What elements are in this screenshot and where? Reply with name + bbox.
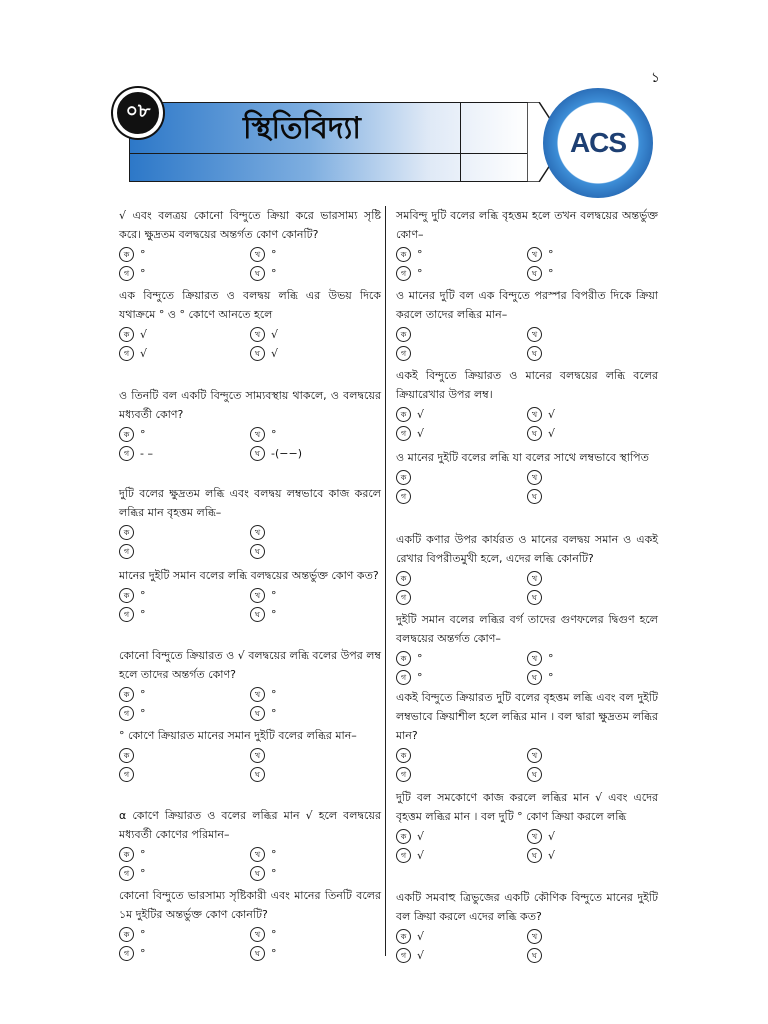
- question-stem: কোনো বিন্দুতে ভারসাম্য সৃষ্টিকারী এবং মানের তিনটি বলের ১ম দুইটির অন্তর্ভুক্ত কোণ কোনটি?: [119, 889, 381, 921]
- option-marker: খ: [527, 651, 542, 666]
- answer-option[interactable]: [527, 946, 658, 965]
- option-marker: গ: [119, 346, 134, 361]
- question-block: [119, 806, 381, 883]
- option-grid: [396, 746, 658, 784]
- option-marker: ক: [396, 929, 411, 944]
- question-stem: ও মানের দুইটি বলের লব্ধি যা বলের সাথে লম্বভাবে স্থাপিত: [396, 451, 649, 464]
- option-marker: খ: [250, 327, 265, 342]
- option-value: °: [140, 248, 146, 261]
- option-grid: [396, 569, 658, 607]
- option-marker: ঘ: [527, 346, 542, 361]
- option-value: °: [271, 688, 277, 701]
- answer-option[interactable]: [527, 827, 658, 846]
- question-block: [396, 286, 658, 363]
- option-grid: [396, 405, 658, 443]
- answer-option[interactable]: [119, 344, 250, 363]
- answer-option[interactable]: [250, 542, 381, 561]
- answer-option[interactable]: [396, 846, 527, 865]
- option-marker: ঘ: [250, 767, 265, 782]
- answer-option[interactable]: [527, 325, 658, 344]
- question-stem: একটি কণার উপর কার্যরত ও মানের বলদ্বয় সমান ও একই রেখার বিপরীতমুখী হলে, এদের লব্ধি কোনটি?: [396, 533, 658, 565]
- question-block: [396, 366, 658, 443]
- question-block: [119, 726, 381, 784]
- answer-option[interactable]: [250, 425, 381, 444]
- option-marker: খ: [250, 427, 265, 442]
- option-grid: [396, 927, 658, 965]
- answer-option[interactable]: [527, 344, 658, 363]
- option-value: °: [271, 428, 277, 441]
- answer-option[interactable]: [119, 685, 250, 704]
- answer-option[interactable]: [396, 588, 527, 607]
- answer-option[interactable]: [119, 845, 250, 864]
- question-block: [396, 530, 658, 607]
- question-stem: একই বিন্দুতে ক্রিয়ারত দুটি বলের বৃহত্তম লব্ধি এবং বল দুইটি লম্বভাবে ক্রিয়াশীল হলে লব্ধির মান । বল দ্বারা ক্ষুদ্রতম লব্ধির মান?: [396, 691, 658, 742]
- option-marker: খ: [250, 748, 265, 763]
- option-marker: খ: [250, 847, 265, 862]
- option-value: √: [140, 347, 148, 360]
- option-marker: ক: [396, 748, 411, 763]
- answer-option[interactable]: [527, 649, 658, 668]
- option-value: °: [140, 707, 146, 720]
- answer-option[interactable]: [250, 325, 381, 344]
- option-marker: খ: [527, 470, 542, 485]
- option-value: °: [140, 688, 146, 701]
- answer-option[interactable]: [527, 468, 658, 487]
- option-grid: [396, 649, 658, 687]
- answer-option[interactable]: [119, 586, 250, 605]
- option-marker: গ: [396, 346, 411, 361]
- option-value: √: [271, 328, 279, 341]
- option-value: √: [417, 949, 425, 962]
- question-stem: ও মানের দুটি বল এক বিন্দুতে পরস্পর বিপরীত দিকে ক্রিয়া করলে তাদের লব্ধির মান–: [396, 289, 658, 321]
- question-block: [119, 386, 381, 463]
- answer-option[interactable]: [527, 424, 658, 443]
- answer-option[interactable]: [396, 746, 527, 765]
- answer-option[interactable]: [119, 325, 250, 344]
- question-block: [396, 448, 658, 506]
- option-marker: খ: [250, 687, 265, 702]
- option-grid: [396, 468, 658, 506]
- question-stem: কোনো বিন্দুতে ক্রিয়ারত ও √ বলদ্বয়ের লব্ধি বলের উপর লম্ব হলে তাদের অন্তর্গত কোণ?: [119, 649, 381, 681]
- option-grid: [119, 245, 381, 283]
- answer-option[interactable]: [527, 487, 658, 506]
- question-stem: দুটি বলের ক্ষুদ্রতম লব্ধি এবং বলদ্বয় লম্বভাবে কাজ করলে লব্ধির মান বৃহত্তম লব্ধি–: [119, 487, 381, 519]
- option-marker: ক: [396, 571, 411, 586]
- answer-option[interactable]: [119, 746, 250, 765]
- option-value: °: [140, 428, 146, 441]
- question-block: [119, 886, 381, 963]
- answer-option[interactable]: [396, 424, 527, 443]
- option-marker: গ: [119, 544, 134, 559]
- answer-option[interactable]: [250, 685, 381, 704]
- option-value: °: [271, 608, 277, 621]
- option-marker: ঘ: [250, 946, 265, 961]
- option-marker: খ: [527, 327, 542, 342]
- option-marker: ক: [119, 247, 134, 262]
- option-marker: গ: [119, 446, 134, 461]
- question-block: [119, 484, 381, 561]
- option-value: √: [417, 849, 425, 862]
- answer-option[interactable]: [396, 344, 527, 363]
- answer-option[interactable]: [396, 765, 527, 784]
- answer-option[interactable]: [527, 765, 658, 784]
- answer-option[interactable]: [527, 245, 658, 264]
- option-value: √: [140, 328, 148, 341]
- question-block: [396, 688, 658, 784]
- option-marker: ঘ: [250, 346, 265, 361]
- option-marker: ঘ: [250, 706, 265, 721]
- option-marker: খ: [527, 247, 542, 262]
- option-marker: খ: [527, 929, 542, 944]
- answer-option[interactable]: [396, 927, 527, 946]
- option-value: √: [548, 427, 556, 440]
- option-marker: ক: [396, 829, 411, 844]
- option-marker: খ: [527, 829, 542, 844]
- option-grid: [119, 746, 381, 784]
- logo-text: ACS: [569, 127, 627, 158]
- option-value: °: [548, 248, 554, 261]
- option-value: °: [548, 671, 554, 684]
- answer-option[interactable]: [527, 846, 658, 865]
- answer-option[interactable]: [119, 944, 250, 963]
- question-stem: একই বিন্দুতে ক্রিয়ারত ও মানের বলদ্বয়ের লব্ধি বলের ক্রিয়ারেখার উপর লম্ব।: [396, 369, 658, 401]
- answer-option[interactable]: [119, 523, 250, 542]
- option-marker: গ: [396, 590, 411, 605]
- option-value: √: [548, 830, 556, 843]
- option-marker: ক: [396, 247, 411, 262]
- column-divider: [385, 206, 386, 956]
- answer-option[interactable]: [396, 569, 527, 588]
- option-value: √: [271, 347, 279, 360]
- option-marker: গ: [119, 866, 134, 881]
- question-block: [119, 566, 381, 624]
- option-value: °: [271, 848, 277, 861]
- answer-option[interactable]: [527, 668, 658, 687]
- option-marker: ঘ: [527, 266, 542, 281]
- page-number: ১: [650, 70, 660, 86]
- answer-option[interactable]: [250, 444, 381, 463]
- option-marker: ক: [119, 588, 134, 603]
- question-block: [119, 646, 381, 723]
- answer-option[interactable]: [396, 668, 527, 687]
- option-value: √: [548, 849, 556, 862]
- question-stem: α কোণে ক্রিয়ারত ও বলের লব্ধির মান √ হলে বলদ্বয়ের মধ্যবর্তী কোণের পরিমান–: [119, 809, 381, 841]
- option-marker: ক: [396, 651, 411, 666]
- option-value: °: [417, 267, 423, 280]
- option-grid: [119, 586, 381, 624]
- option-value: √: [417, 830, 425, 843]
- option-value: °: [140, 867, 146, 880]
- answer-option[interactable]: [250, 746, 381, 765]
- option-marker: খ: [250, 927, 265, 942]
- option-marker: গ: [396, 848, 411, 863]
- option-grid: [119, 685, 381, 723]
- option-grid: [396, 325, 658, 363]
- option-marker: ক: [119, 687, 134, 702]
- question-stem: ও তিনটি বল একটি বিন্দুতে সাম্যবস্থায় থাকলে, ও বলদ্বয়ের মধ্যবর্তী কোণ?: [119, 389, 381, 421]
- option-marker: গ: [119, 607, 134, 622]
- option-value: °: [271, 707, 277, 720]
- answer-option[interactable]: [250, 704, 381, 723]
- option-marker: খ: [527, 407, 542, 422]
- chapter-number-badge: ০৮: [113, 88, 163, 138]
- answer-option[interactable]: [250, 605, 381, 624]
- answer-option[interactable]: [250, 944, 381, 963]
- question-block: [119, 206, 381, 283]
- answer-option[interactable]: [250, 845, 381, 864]
- option-marker: ক: [119, 847, 134, 862]
- answer-option[interactable]: [396, 245, 527, 264]
- option-marker: ক: [119, 748, 134, 763]
- answer-option[interactable]: [119, 864, 250, 883]
- answer-option[interactable]: [527, 746, 658, 765]
- answer-option[interactable]: [250, 245, 381, 264]
- answer-option[interactable]: [396, 405, 527, 424]
- option-value: °: [417, 652, 423, 665]
- option-value: °: [271, 248, 277, 261]
- option-grid: [119, 925, 381, 963]
- option-marker: গ: [119, 946, 134, 961]
- answer-option[interactable]: [396, 827, 527, 846]
- answer-option[interactable]: [396, 487, 527, 506]
- option-value: °: [271, 928, 277, 941]
- answer-option[interactable]: [527, 588, 658, 607]
- option-marker: ক: [396, 407, 411, 422]
- option-marker: ক: [119, 927, 134, 942]
- answer-option[interactable]: [250, 925, 381, 944]
- option-marker: খ: [250, 247, 265, 262]
- answer-option[interactable]: [119, 245, 250, 264]
- option-marker: গ: [396, 426, 411, 441]
- option-marker: গ: [396, 948, 411, 963]
- option-marker: ঘ: [250, 866, 265, 881]
- option-marker: ঘ: [250, 607, 265, 622]
- question-block: [119, 286, 381, 363]
- question-stem: দুইটি সমান বলের লব্ধির বর্গ তাদের গুণফলের দ্বিগুণ হলে বলদ্বয়ের অন্তর্গত কোণ–: [396, 613, 658, 645]
- option-marker: ঘ: [527, 848, 542, 863]
- option-marker: গ: [119, 266, 134, 281]
- option-value: √: [548, 408, 556, 421]
- option-marker: খ: [250, 588, 265, 603]
- option-marker: ঘ: [250, 544, 265, 559]
- question-block: [396, 610, 658, 687]
- answer-option[interactable]: [527, 405, 658, 424]
- option-grid: [396, 245, 658, 283]
- question-stem: √ এবং বলত্রয় কোনো বিন্দুতে ক্রিয়া করে ভারসাম্য সৃষ্টি করে। ক্ষুদ্রতম বলদ্বয়ের অন্তর্গত কোণ কোনটি?: [119, 209, 381, 241]
- option-marker: ক: [119, 427, 134, 442]
- option-value: °: [140, 947, 146, 960]
- answer-option[interactable]: [250, 864, 381, 883]
- question-stem: ° কোণে ক্রিয়ারত মানের সমান দুইটি বলের লব্ধির মান–: [119, 729, 357, 742]
- option-grid: [119, 425, 381, 463]
- option-marker: গ: [396, 670, 411, 685]
- answer-option[interactable]: [250, 344, 381, 363]
- option-value: °: [271, 947, 277, 960]
- question-stem: সমবিন্দু দুটি বলের লব্ধি বৃহত্তম হলে তখন বলদ্বয়ের অন্তর্ভুক্ত কোণ–: [396, 209, 658, 241]
- answer-option[interactable]: [250, 523, 381, 542]
- option-value: °: [548, 652, 554, 665]
- option-marker: ঘ: [527, 948, 542, 963]
- question-stem: একটি সমবাহু ত্রিভুজের একটি কৌণিক বিন্দুতে মানের দুইটি বল ক্রিয়া করলে এদের লব্ধি কত?: [396, 891, 658, 923]
- option-grid: [119, 325, 381, 363]
- question-stem: মানের দুইটি সমান বলের লব্ধি বলদ্বয়ের অন্তর্ভুক্ত কোণ কত?: [119, 569, 379, 582]
- answer-option[interactable]: [119, 765, 250, 784]
- option-value: √: [417, 930, 425, 943]
- option-value: °: [140, 848, 146, 861]
- option-value: - –: [140, 447, 153, 460]
- option-marker: খ: [527, 571, 542, 586]
- option-grid: [119, 523, 381, 561]
- option-marker: গ: [396, 266, 411, 281]
- answer-option[interactable]: [119, 542, 250, 561]
- chapter-title: স্থিতিবিদ্যা: [243, 111, 361, 146]
- option-marker: গ: [396, 767, 411, 782]
- option-value: °: [140, 589, 146, 602]
- answer-option[interactable]: [250, 765, 381, 784]
- option-value: -(−−): [271, 447, 302, 460]
- question-stem: এক বিন্দুতে ক্রিয়ারত ও বলদ্বয় লব্ধি এর উভয় দিকে যথাক্রমে ° ও ° কোণে আনতে হলে: [119, 289, 381, 321]
- chapter-header: [113, 88, 658, 198]
- answer-option[interactable]: [119, 425, 250, 444]
- option-grid: [119, 845, 381, 883]
- option-value: °: [140, 928, 146, 941]
- answer-option[interactable]: [396, 649, 527, 668]
- option-marker: গ: [119, 706, 134, 721]
- answer-option[interactable]: [527, 569, 658, 588]
- option-value: √: [417, 408, 425, 421]
- option-marker: ঘ: [527, 590, 542, 605]
- acs-logo: [543, 88, 653, 198]
- option-marker: গ: [119, 767, 134, 782]
- option-marker: ক: [119, 525, 134, 540]
- option-grid: [396, 827, 658, 865]
- answer-option[interactable]: [396, 468, 527, 487]
- option-marker: গ: [396, 489, 411, 504]
- answer-option[interactable]: [119, 704, 250, 723]
- option-value: °: [140, 608, 146, 621]
- option-value: °: [417, 671, 423, 684]
- option-value: °: [271, 867, 277, 880]
- answer-option[interactable]: [250, 586, 381, 605]
- question-block: [396, 788, 658, 865]
- option-marker: ক: [396, 327, 411, 342]
- answer-option[interactable]: [396, 264, 527, 283]
- answer-option[interactable]: [527, 264, 658, 283]
- option-marker: খ: [250, 525, 265, 540]
- question-stem: দুটি বল সমকোণে কাজ করলে লব্ধির মান √ এবং এদের বৃহত্তম লব্ধির মান । বল দুটি ° কোণ ক্রিয়া করলে লব্ধি: [396, 791, 658, 823]
- answer-option[interactable]: [527, 927, 658, 946]
- answer-option[interactable]: [119, 925, 250, 944]
- option-marker: ঘ: [527, 670, 542, 685]
- option-marker: খ: [527, 748, 542, 763]
- answer-option[interactable]: [119, 605, 250, 624]
- option-value: °: [548, 267, 554, 280]
- option-marker: ঘ: [527, 489, 542, 504]
- question-block: [396, 888, 658, 965]
- option-marker: ঘ: [250, 446, 265, 461]
- option-marker: ঘ: [527, 426, 542, 441]
- question-block: [396, 206, 658, 283]
- option-marker: ক: [396, 470, 411, 485]
- answer-option[interactable]: [396, 325, 527, 344]
- option-value: °: [271, 267, 277, 280]
- option-marker: ঘ: [527, 767, 542, 782]
- option-value: °: [140, 267, 146, 280]
- option-value: √: [417, 427, 425, 440]
- option-value: °: [271, 589, 277, 602]
- answer-option[interactable]: [396, 946, 527, 965]
- option-value: °: [417, 248, 423, 261]
- answer-option[interactable]: [119, 264, 250, 283]
- option-marker: ঘ: [250, 266, 265, 281]
- answer-option[interactable]: [119, 444, 250, 463]
- answer-option[interactable]: [250, 264, 381, 283]
- option-marker: ক: [119, 327, 134, 342]
